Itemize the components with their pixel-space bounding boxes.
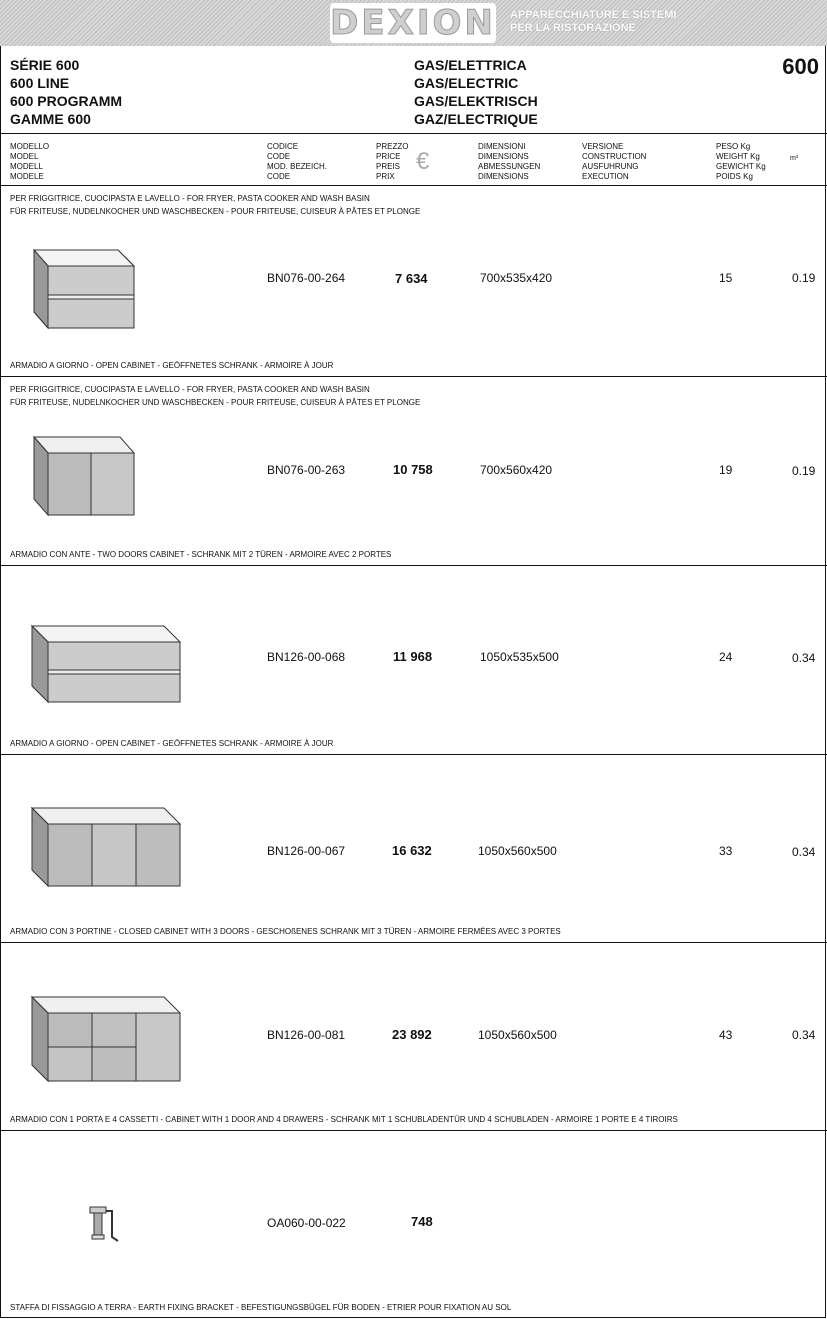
catalog-header	[0, 46, 827, 134]
brand-banner	[0, 0, 827, 46]
product-price: 7 634	[395, 271, 428, 286]
product-row	[0, 186, 827, 377]
product-dimensions: 700x535x420	[480, 271, 553, 285]
series-code: 600	[782, 54, 819, 79]
product-price: 23 892	[392, 1027, 432, 1042]
product-row	[0, 1131, 827, 1318]
product-dimensions: 1050x560x500	[478, 844, 557, 858]
door-drawer-cabinet-icon	[26, 991, 186, 1086]
product-code: BN076-00-263	[267, 463, 346, 477]
product-row	[0, 566, 827, 755]
product-code: BN126-00-067	[267, 844, 346, 858]
product-weight: 19	[719, 463, 733, 477]
brand-tagline: APPARECCHIATURE E SISTEMI PER LA RISTORAZIONE	[510, 9, 677, 34]
col-model: MODELLO MODEL MODELL MODELE	[10, 142, 50, 181]
product-volume: 0.34	[792, 1028, 816, 1042]
product-weight: 24	[719, 650, 733, 664]
product-caption: ARMADIO CON ANTE - TWO DOORS CABINET - SCHRANK MIT 2 TÜREN - ARMOIRE AVEC 2 PORTES	[10, 550, 392, 559]
energy-type: GAS/ELETTRICA GAS/ELECTRIC GAS/ELEKTRISCH GAZ/ELECTRIQUE	[414, 57, 538, 127]
col-version: VERSIONE CONSTRUCTION AUSFUHRUNG EXECUTION	[582, 142, 647, 181]
product-volume: 0.34	[792, 845, 816, 859]
product-volume: 0.19	[792, 271, 816, 285]
dexion-logo: DEXION	[330, 3, 496, 43]
product-row	[0, 377, 827, 566]
product-volume: 0.19	[792, 464, 816, 478]
product-price: 11 968	[393, 649, 433, 664]
fixing-bracket-icon	[86, 1203, 126, 1245]
euro-icon: €	[416, 148, 430, 175]
open-cabinet-icon	[28, 238, 143, 333]
product-price: 16 632	[392, 843, 432, 858]
open-cabinet-icon	[26, 614, 186, 709]
product-code: BN076-00-264	[267, 271, 346, 285]
col-weight: PESO Kg WEIGHT Kg GEWICHT Kg POIDS Kg	[716, 142, 766, 181]
product-weight: 15	[719, 271, 733, 285]
product-volume: 0.34	[792, 651, 816, 665]
product-dimensions: 1050x560x500	[478, 1028, 557, 1042]
product-dimensions: 1050x535x500	[480, 650, 559, 664]
product-code: OA060-00-022	[267, 1216, 346, 1230]
column-headers	[0, 134, 827, 186]
product-dimensions: 700x560x420	[480, 463, 553, 477]
product-code: BN126-00-068	[267, 650, 346, 664]
product-row	[0, 755, 827, 943]
usage-note: PER FRIGGITRICE, CUOCIPASTA E LAVELLO - FOR FRYER, PASTA COOKER AND WASH BASIN FÜR FRITEUSE, NUDELNKOCHER UND WASCHBECKEN - POUR FRITEUSE, CUISEUR À PÂTES ET PLONGE	[10, 194, 421, 216]
usage-note: PER FRIGGITRICE, CUOCIPASTA E LAVELLO - FOR FRYER, PASTA COOKER AND WASH BASIN FÜR FRITEUSE, NUDELNKOCHER UND WASCHBECKEN - POUR FRITEUSE, CUISEUR À PÂTES ET PLONGE	[10, 385, 421, 407]
product-weight: 43	[719, 1028, 733, 1042]
series-title: SÉRIE 600 600 LINE 600 PROGRAMM GAMME 600	[10, 57, 123, 127]
two-door-cabinet-icon	[28, 427, 143, 522]
product-caption: ARMADIO A GIORNO - OPEN CABINET - GEÖFFNETES SCHRANK - ARMOIRE À JOUR	[10, 361, 334, 370]
product-caption: ARMADIO CON 1 PORTA E 4 CASSETTI - CABINET WITH 1 DOOR AND 4 DRAWERS - SCHRANK MIT 1 SCHUBLADENTÜR UND 4 SCHUBLADEN - ARMOIRE 1 PORTE E 4 TIROIRS	[10, 1115, 678, 1124]
product-caption: STAFFA DI FISSAGGIO A TERRA - EARTH FIXING BRACKET - BEFESTIGUNGSBÜGEL FÜR BODEN - ETRIER POUR FIXATION AU SOL	[10, 1303, 512, 1312]
col-dimensions: DIMENSIONI DIMENSIONS ABMESSUNGEN DIMENSIONS	[478, 142, 541, 181]
col-code: CODICE CODE MOD. BEZEICH. CODE	[267, 142, 328, 181]
col-price: PREZZO PRICE PREIS PRIX	[376, 142, 409, 181]
three-door-cabinet-icon	[26, 800, 186, 895]
product-price: 10 758	[393, 462, 433, 477]
col-volume: m³	[790, 155, 799, 162]
product-price: 748	[411, 1214, 433, 1229]
product-weight: 33	[719, 844, 733, 858]
product-caption: ARMADIO A GIORNO - OPEN CABINET - GEÖFFNETES SCHRANK - ARMOIRE À JOUR	[10, 739, 334, 748]
product-row	[0, 943, 827, 1131]
product-caption: ARMADIO CON 3 PORTINE - CLOSED CABINET WITH 3 DOORS - GESCHOßENES SCHRANK MIT 3 TÜREN - ARMOIRE FERMÉES AVEC 3 PORTES	[10, 927, 561, 936]
product-code: BN126-00-081	[267, 1028, 346, 1042]
